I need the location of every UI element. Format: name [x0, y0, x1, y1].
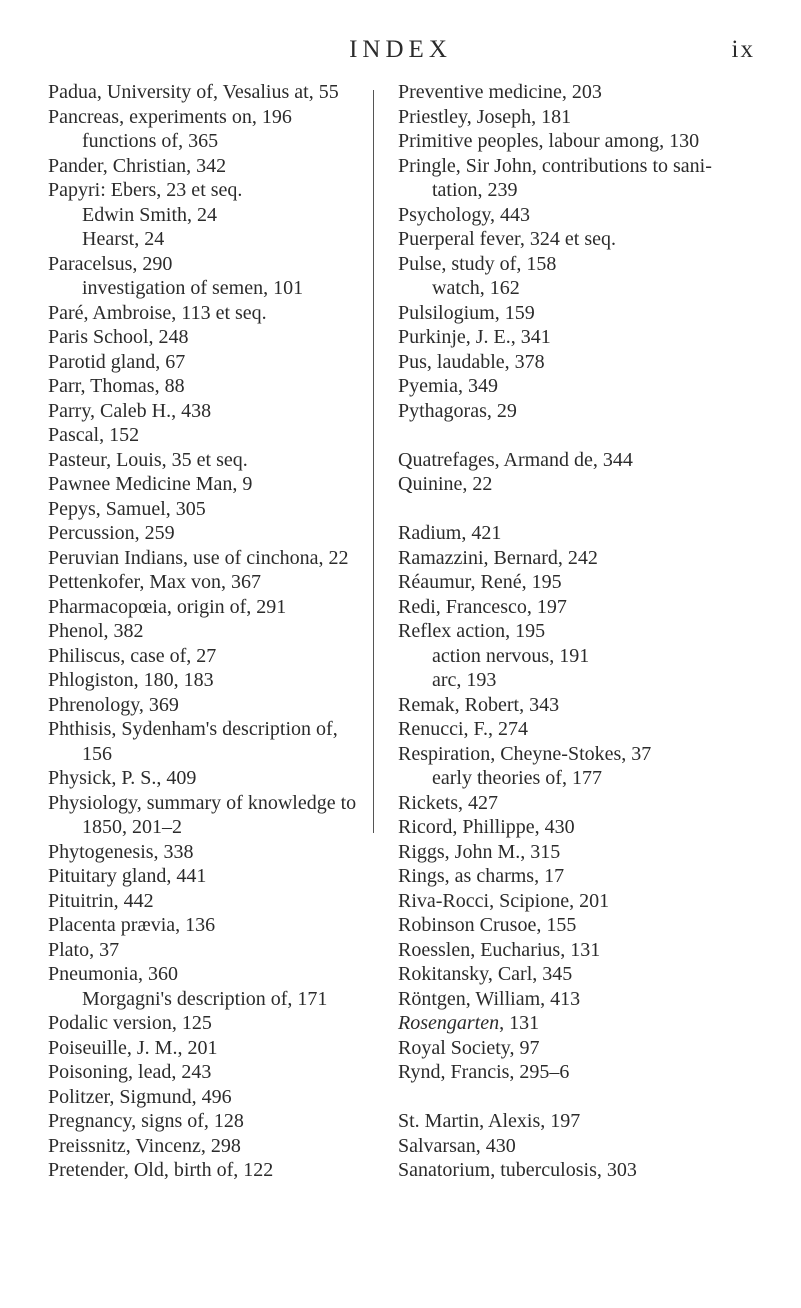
index-entry: Phrenology, 369	[48, 693, 179, 716]
index-entry: Quatrefages, Armand de, 344	[398, 448, 633, 471]
index-subentry: arc, 193	[432, 669, 497, 691]
running-head: INDEX	[349, 36, 452, 63]
index-entry: Plato, 37	[48, 938, 120, 961]
index-entry: Royal Society, 97	[398, 1036, 540, 1059]
column-divider	[373, 90, 374, 833]
index-subentry: watch, 162	[432, 277, 520, 299]
index-entry: Parotid gland, 67	[48, 350, 186, 373]
index-entry: Percussion, 259	[48, 522, 175, 544]
index-entry: Podalic version, 125	[48, 1012, 212, 1034]
index-entry: Physick, P. S., 409	[48, 767, 197, 789]
index-entry: St. Martin, Alexis, 197	[398, 1110, 581, 1132]
index-entry: Pulsilogium, 159	[398, 301, 535, 324]
section-gap	[398, 1085, 763, 1110]
index-entry: Rokitansky, Carl, 345	[398, 963, 573, 985]
index-entry: Redi, Francesco, 197	[398, 595, 567, 618]
index-entry: Phenol, 382	[48, 620, 144, 642]
index-entry: Pituitrin, 442	[48, 889, 154, 912]
index-entry: Phthisis, Sydenham's description of,	[48, 718, 338, 740]
index-entry: Philiscus, case of, 27	[48, 644, 217, 667]
index-entry: Physiology, summary of knowledge to	[48, 791, 357, 814]
index-entry: Phlogiston, 180, 183	[48, 669, 214, 691]
index-entry: Pringle, Sir John, contributions to sani-	[398, 154, 712, 177]
index-entry: Pituitary gland, 441	[48, 865, 207, 887]
index-entry: Psychology, 443	[398, 203, 531, 226]
index-entry: Pus, laudable, 378	[398, 350, 545, 373]
index-entry: Pander, Christian, 342	[48, 154, 227, 177]
index-entry: Poisoning, lead, 243	[48, 1061, 212, 1083]
index-subentry: functions of, 365	[82, 130, 219, 152]
index-subentry: Morgagni's description of, 171	[82, 987, 328, 1010]
index-subentry: investigation of semen, 101	[82, 277, 304, 299]
index-entry: Pyemia, 349	[398, 375, 498, 397]
index-entry: Paré, Ambroise, 113 et seq.	[48, 301, 267, 324]
index-entry: Paris School, 248	[48, 326, 189, 348]
index-entry: Salvarsan, 430	[398, 1134, 516, 1157]
index-entry: Réaumur, René, 195	[398, 571, 562, 593]
index-entry-continuation: 1850, 201–2	[82, 816, 182, 838]
index-entry: Riva-Rocci, Scipione, 201	[398, 889, 610, 912]
index-subentry: action nervous, 191	[432, 644, 590, 667]
italic-title: Rosengarten	[398, 1012, 500, 1034]
index-subentry: Edwin Smith, 24	[82, 203, 218, 226]
index-entry: Primitive peoples, labour among, 130	[398, 130, 700, 152]
index-column-left	[48, 80, 388, 1183]
index-entry: Röntgen, William, 413	[398, 987, 581, 1010]
index-entry: Preissnitz, Vincenz, 298	[48, 1134, 241, 1157]
index-entry: Robinson Crusoe, 155	[398, 914, 577, 936]
index-entry: Pulse, study of, 158	[398, 252, 557, 275]
index-entry: Renucci, F., 274	[398, 718, 529, 740]
index-subentry: Hearst, 24	[82, 228, 165, 250]
page-header	[0, 30, 801, 70]
index-subentry: early theories of, 177	[432, 767, 602, 789]
index-entry: Remak, Robert, 343	[398, 693, 560, 716]
index-entry-continuation: 156	[82, 742, 112, 765]
index-entry: Radium, 421	[398, 522, 502, 544]
index-entry: Pythagoras, 29	[398, 399, 517, 422]
index-entry: Purkinje, J. E., 341	[398, 326, 551, 348]
index-entry: Puerperal fever, 324 et seq.	[398, 228, 616, 250]
index-entry: Pawnee Medicine Man, 9	[48, 473, 253, 495]
index-entry: Preventive medicine, 203	[398, 81, 602, 103]
index-entry: Quinine, 22	[398, 473, 493, 495]
index-entry: Parry, Caleb H., 438	[48, 399, 212, 422]
index-entry: Respiration, Cheyne-Stokes, 37	[398, 742, 652, 765]
index-entry: Pettenkofer, Max von, 367	[48, 571, 262, 593]
index-entry: Ricord, Phillippe, 430	[398, 816, 575, 838]
index-entry: Rings, as charms, 17	[398, 865, 565, 887]
index-entry-continuation: tation, 239	[432, 179, 518, 201]
index-entry: Pregnancy, signs of, 128	[48, 1110, 244, 1132]
index-entry: Papyri: Ebers, 23 et seq.	[48, 179, 243, 201]
index-entry: Pancreas, experiments on, 196	[48, 105, 292, 128]
index-entry: Riggs, John M., 315	[398, 840, 561, 863]
section-gap	[398, 423, 763, 448]
index-entry: Peruvian Indians, use of cinchona, 22	[48, 546, 349, 569]
section-gap	[398, 497, 763, 522]
index-entry: Poiseuille, J. M., 201	[48, 1036, 218, 1059]
index-entry: Phytogenesis, 338	[48, 840, 194, 863]
index-entry: Padua, University of, Vesalius at, 55	[48, 81, 339, 103]
index-entry: Pretender, Old, birth of, 122	[48, 1159, 274, 1181]
index-entry: Paracelsus, 290	[48, 252, 173, 275]
index-entry: Rosengarten, 131	[398, 1012, 540, 1034]
index-entry: Pepys, Samuel, 305	[48, 497, 206, 520]
index-entry: Pasteur, Louis, 35 et seq.	[48, 448, 248, 471]
index-entry: Sanatorium, tuberculosis, 303	[398, 1159, 637, 1181]
index-entry: Priestley, Joseph, 181	[398, 105, 572, 128]
index-entry: Reflex action, 195	[398, 620, 546, 642]
index-entry: Pascal, 152	[48, 424, 140, 446]
index-entry: Rynd, Francis, 295–6	[398, 1061, 570, 1083]
index-entry: Placenta prævia, 136	[48, 914, 216, 936]
index-column-right	[398, 80, 763, 1183]
index-entry: Rickets, 427	[398, 791, 498, 814]
page-number: ix	[731, 36, 755, 63]
index-entry: Politzer, Sigmund, 496	[48, 1085, 232, 1108]
index-entry: Roesslen, Eucharius, 131	[398, 938, 601, 961]
index-entry: Pneumonia, 360	[48, 963, 178, 985]
index-entry: Ramazzini, Bernard, 242	[398, 546, 598, 569]
index-entry: Pharmacopœia, origin of, 291	[48, 595, 287, 618]
index-entry: Parr, Thomas, 88	[48, 375, 185, 397]
